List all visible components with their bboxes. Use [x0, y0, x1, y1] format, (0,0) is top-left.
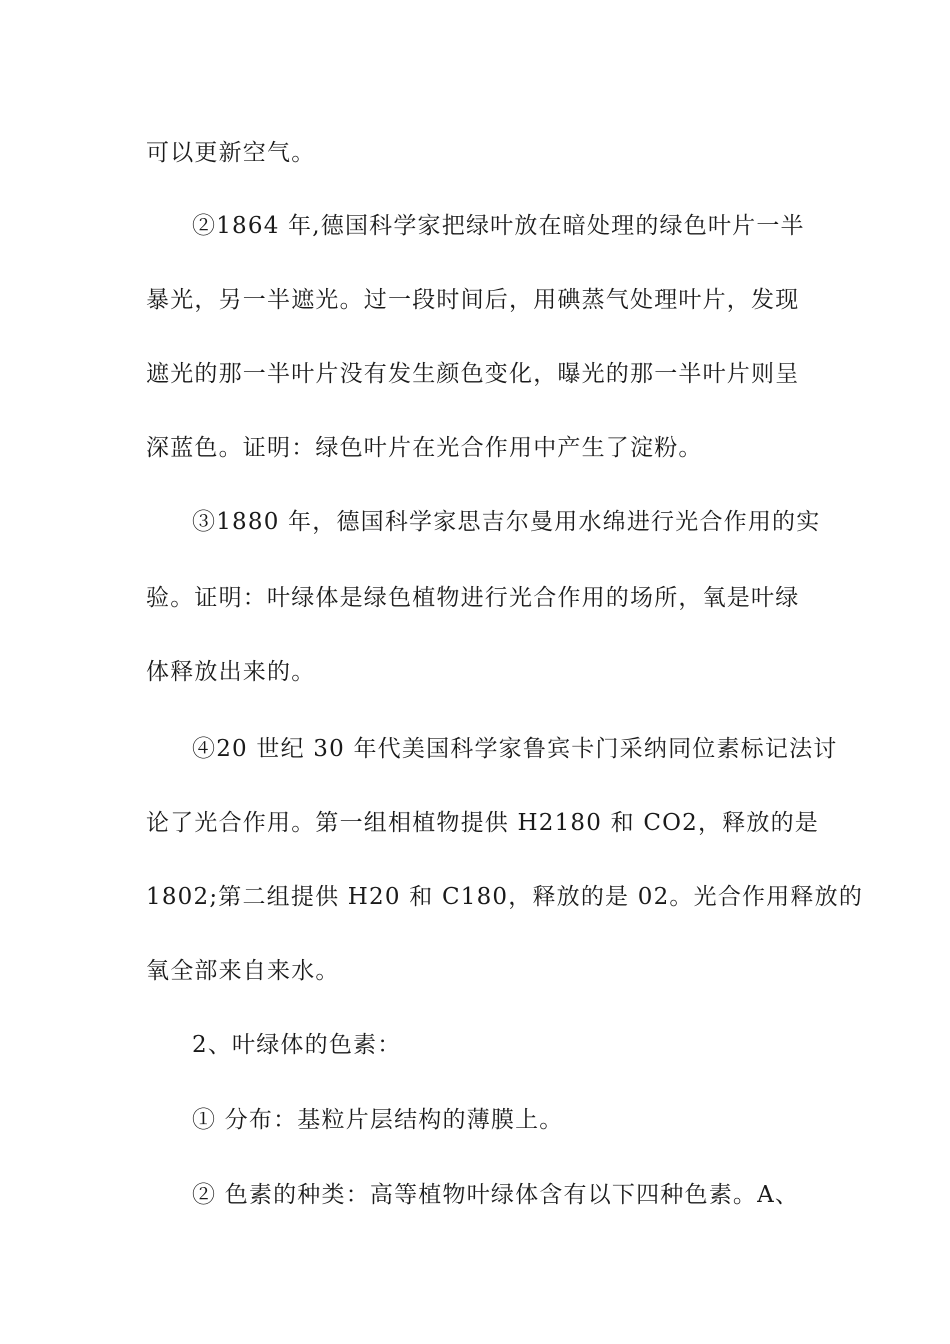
text-line-5: 深蓝色。证明：绿色叶片在光合作用中产生了淀粉。 [146, 435, 703, 461]
text-line-11: 1802;第二组提供 H20 和 C180，释放的是 02。光合作用释放的 [146, 884, 864, 910]
text-line-9: ④20 世纪 30 年代美国科学家鲁宾卡门采纳同位素标记法讨 [192, 736, 838, 762]
text-line-3: 暴光，另一半遮光。过一段时间后，用碘蒸气处理叶片，发现 [146, 287, 800, 313]
text-line-2: ②1864 年,德国科学家把绿叶放在暗处理的绿色叶片一半 [192, 213, 805, 239]
text-line-13: 2、叶绿体的色素： [192, 1032, 402, 1058]
text-line-14: ① 分布：基粒片层结构的薄膜上。 [192, 1107, 564, 1133]
text-line-7: 验。证明：叶绿体是绿色植物进行光合作用的场所，氧是叶绿 [146, 585, 800, 611]
text-line-10: 论了光合作用。第一组相植物提供 H2180 和 CO2，释放的是 [146, 810, 820, 836]
text-line-4: 遮光的那一半叶片没有发生颜色变化，曝光的那一半叶片则呈 [146, 361, 800, 387]
text-line-6: ③1880 年，德国科学家思吉尔曼用水绵进行光合作用的实 [192, 509, 821, 535]
text-line-15: ② 色素的种类：高等植物叶绿体含有以下四种色素。A、 [192, 1182, 800, 1208]
text-line-8: 体释放出来的。 [146, 659, 316, 685]
text-line-1: 可以更新空气。 [146, 140, 316, 166]
text-line-12: 氧全部来自来水。 [146, 958, 340, 984]
